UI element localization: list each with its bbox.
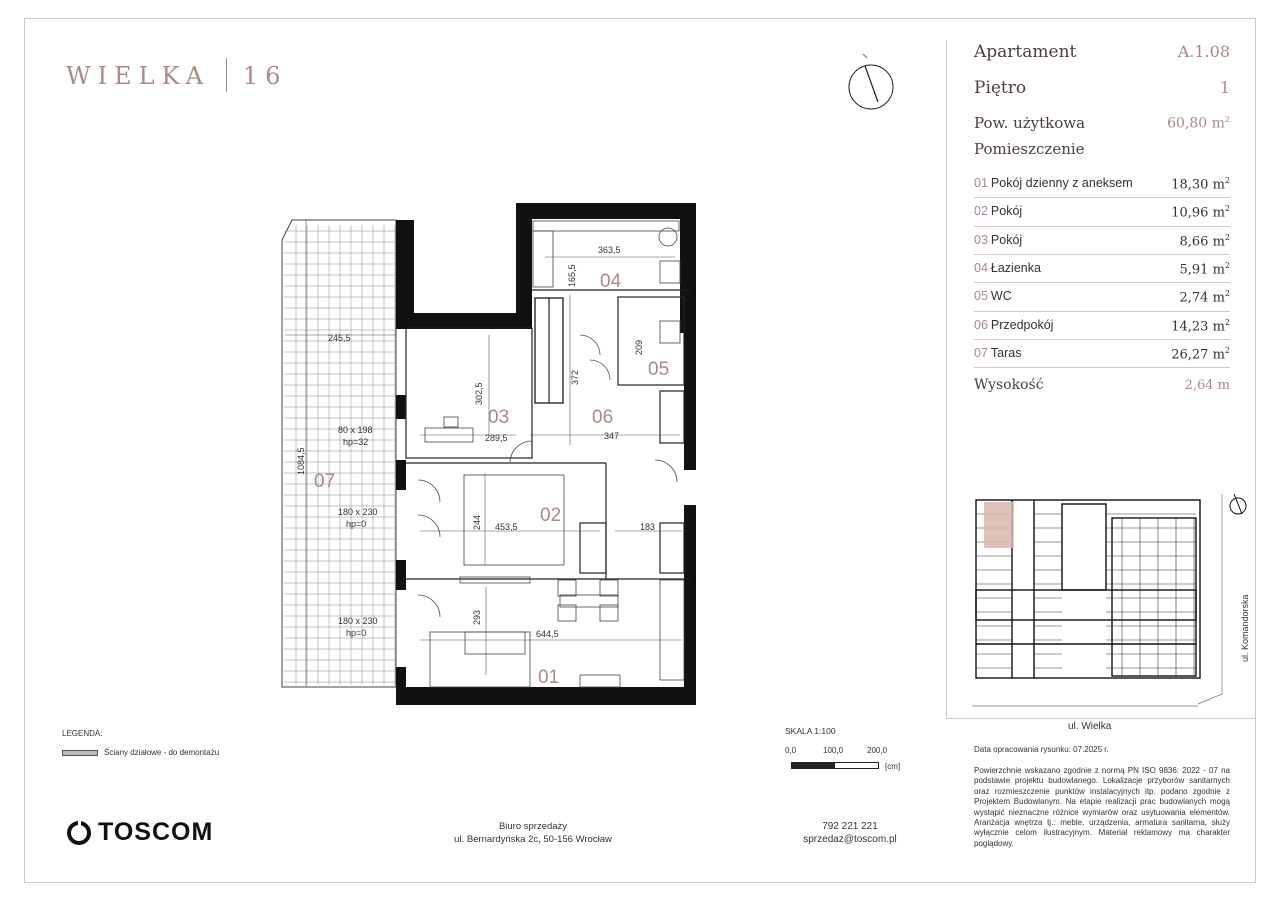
svg-text:245,5: 245,5 (328, 333, 351, 343)
room-label-05: 05 (648, 359, 670, 380)
room-label-01: 01 (538, 667, 560, 688)
svg-text:372: 372 (570, 369, 580, 385)
svg-text:180 x 230: 180 x 230 (338, 616, 378, 626)
furniture (425, 221, 684, 687)
svg-text:80 x 198: 80 x 198 (338, 425, 373, 435)
room-row: 03 Pokój 8,66 $m^2$ (974, 227, 1230, 255)
apartment-label: Apartament (974, 42, 1077, 62)
apartment-info (974, 40, 1230, 393)
drawing-date: Data opracowania rysunku: 07.2025 r. (974, 745, 1109, 754)
toscom-logo-icon (66, 820, 92, 846)
svg-text:644,5: 644,5 (536, 629, 559, 639)
height-label: Wysokość (974, 377, 1044, 394)
site-plan (972, 494, 1252, 714)
company-logo: TOSCOM (66, 818, 213, 847)
doors (418, 335, 677, 617)
room-label-07: 07 (314, 471, 336, 492)
floor-plan (270, 195, 710, 720)
email[interactable]: sprzedaz@toscom.pl (803, 834, 897, 845)
svg-text:244: 244 (472, 514, 482, 530)
scale-unit: [cm] (885, 762, 901, 771)
legend-swatch (62, 750, 98, 756)
partitions (406, 290, 690, 579)
height-value: 2,64 m (1184, 378, 1230, 394)
svg-text:302,5: 302,5 (474, 382, 484, 405)
svg-text:363,5: 363,5 (598, 245, 621, 255)
apartment-code: A.1.08 (1177, 42, 1230, 61)
brand-separator (226, 58, 227, 92)
room-label-04: 04 (600, 271, 622, 292)
svg-text:209: 209 (634, 339, 644, 355)
area-value: 60,80 $m^2$ (1167, 115, 1230, 132)
brand-logo (66, 58, 287, 92)
svg-text:453,5: 453,5 (495, 522, 518, 532)
sales-office: Biuro sprzedaży ul. Bernardyńska 2c, 50-156 Wrocław (454, 821, 612, 845)
brand-number: 16 (242, 62, 288, 90)
svg-text:hp=0: hp=0 (346, 628, 367, 638)
compass-icon (846, 52, 896, 112)
phone: 792 221 221 (822, 821, 878, 832)
area-label: Pow. użytkowa (974, 114, 1086, 132)
svg-text:347: 347 (604, 431, 620, 441)
svg-text:180 x 230: 180 x 230 (338, 507, 378, 517)
room-row: 01 Pokój dzienny z aneksem 18,30 $m^2$ (974, 170, 1230, 198)
brand-name: WIELKA (66, 62, 210, 90)
divider-bottom (946, 718, 1256, 719)
contact (790, 820, 910, 846)
disclaimer: Powierzchnie wskazano zgodnie z normą PN ISO 9836: 2022 - 07 na podstawie projektu budowlanego. Lokalizacje przyborów sanitarnych oraz rozmieszczenie punktów instalacyjnych itp. podano zgodnie z Projektem Budowlanym. Na etapie realizacji prac budowlanych mogą wystąpić nieznaczne różnice wymiarów oraz usytuowania elementów. Aranżacja wnętrza tj.: meble, urządzenia, armatura sanitarna, służy wyłącznie celom ilustracyjnym. Materiał reklamowy ma charakter poglądowy. (974, 766, 1230, 848)
room-row: 05 WC 2,74 $m^2$ (974, 283, 1230, 311)
room-row: 02 Pokój 10,96 $m^2$ (974, 198, 1230, 226)
svg-text:hp=32: hp=32 (343, 437, 369, 447)
rooms-list (974, 170, 1230, 368)
room-row: 06 Przedpokój 14,23 $m^2$ (974, 312, 1230, 340)
room-row: 07 Taras 26,27 $m^2$ (974, 340, 1230, 368)
svg-text:1084,5: 1084,5 (296, 447, 306, 475)
legend-title: LEGENDA: (62, 729, 103, 738)
svg-text:289,5: 289,5 (485, 433, 508, 443)
room-label-06: 06 (592, 407, 614, 428)
svg-text:293: 293 (472, 609, 482, 625)
scale-bar (791, 762, 879, 769)
street-side-label: ul. Komandorska (1240, 594, 1250, 662)
svg-text:hp=0: hp=0 (346, 519, 367, 529)
room-label-03: 03 (488, 407, 510, 428)
scale: SKALA 1:100 0,0 100,0 200,0 [cm] (785, 726, 905, 756)
floor-value: 1 (1219, 78, 1230, 97)
apartment-highlight (984, 502, 1014, 548)
svg-text:183: 183 (640, 522, 656, 532)
site-compass-icon (1230, 494, 1246, 514)
street-bottom-label: ul. Wielka (1068, 721, 1112, 732)
rooms-heading: Pomieszczenie (974, 140, 1085, 158)
floor-label: Piętro (974, 78, 1027, 98)
room-label-02: 02 (540, 505, 562, 526)
room-row: 04 Łazienka 5,91 $m^2$ (974, 255, 1230, 283)
svg-text:165,5: 165,5 (567, 264, 577, 287)
scale-title: SKALA 1:100 (785, 726, 836, 736)
legend-item: Ściany działowe - do demontażu (62, 748, 219, 757)
vertical-divider (946, 40, 947, 718)
